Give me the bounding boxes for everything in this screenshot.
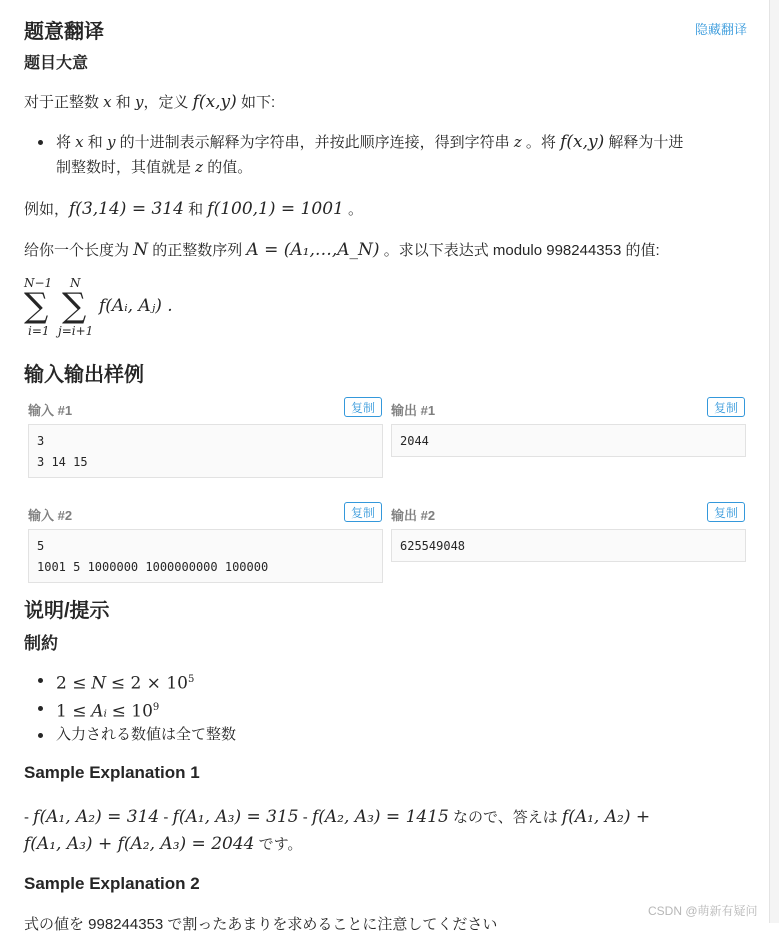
output-2-label: 输出 #2 [391,508,436,523]
input-1-code: 3 3 14 15 [28,424,383,478]
outer-sum-upper: N−1 [24,276,53,290]
statement-subtitle: 题目大意 [24,55,89,72]
inner-sum-sign: ∑ [62,286,87,326]
output-1-label: 输出 #1 [391,403,436,418]
constraints-list [24,668,724,747]
definition-item: 将 x 和 y 的十进制表示解释为字符串，并按此顺序连接，得到字符串 z 。将 f(x,y) 解释为十进 制整数时，其值就是 z 的值。 [24,130,754,180]
intro-line: 对于正整数 x 和 y，定义 f(x,y) 如下: [24,92,276,112]
sample-explanation-2-text: 式の値を 998244353 で割ったあまりを求めることに注意してください [24,916,498,933]
input-2-code: 5 1001 5 1000000 1000000000 100000 [28,529,383,583]
inner-sum-upper: N [70,276,81,290]
copy-output-2-button[interactable]: 复制 [707,502,745,522]
inner-sum-lower: j=i+1 [58,324,94,338]
constraint-item: $2 \le N \le 2 \times 10^5$ [24,668,724,696]
summation-formula [24,276,224,342]
hint-title: 说明/提示 [24,600,110,622]
hide-translation-link[interactable]: 隐藏翻译 [695,22,748,37]
sample-explanation-1-title: Sample Explanation 1 [24,763,200,782]
scrollbar-track[interactable] [769,0,779,923]
sample-explanation-2-title: Sample Explanation 2 [24,874,200,893]
constraint-item: 入力される数値は全て整数 [24,723,724,747]
copy-output-1-button[interactable]: 复制 [707,397,745,417]
outer-sum-sign: ∑ [24,286,49,326]
input-1-label: 输入 #1 [28,403,73,418]
sample-explanation-1-text: - f(A₁, A₂) = 314 - f(A₁, A₃) = 315 - f(A₂, A₃) = 1415 なので、答えは f(A₁, A₂) + f(A₁, A₃) + f(A₂, A₃) = 2044 です。 [24,807,651,854]
outer-sum-lower: i=1 [28,324,50,338]
definition-list [24,130,754,180]
translation-title: 题意翻译 [24,21,104,43]
output-1-code: 2044 [391,424,746,457]
samples-title: 输入输出样例 [24,364,144,386]
csdn-watermark: CSDN @萌新有疑问 [648,904,758,918]
constraint-item: 1 ≤ Aᵢ ≤ $10^9$ [24,696,724,724]
given-line: 给你一个长度为 N 的正整数序列 A = (A₁,…,A_N) 。求以下表达式 modulo 998244353 的值: [24,240,660,260]
constraints-title: 制約 [24,634,58,653]
summand: f(Aᵢ, Aⱼ) . [99,296,173,316]
example-line: 例如，f(3,14) = 314 和 f(100,1) = 1001 。 [24,199,363,219]
input-2-label: 输入 #2 [28,508,73,523]
copy-input-2-button[interactable]: 复制 [344,502,382,522]
copy-input-1-button[interactable]: 复制 [344,397,382,417]
output-2-code: 625549048 [391,529,746,562]
